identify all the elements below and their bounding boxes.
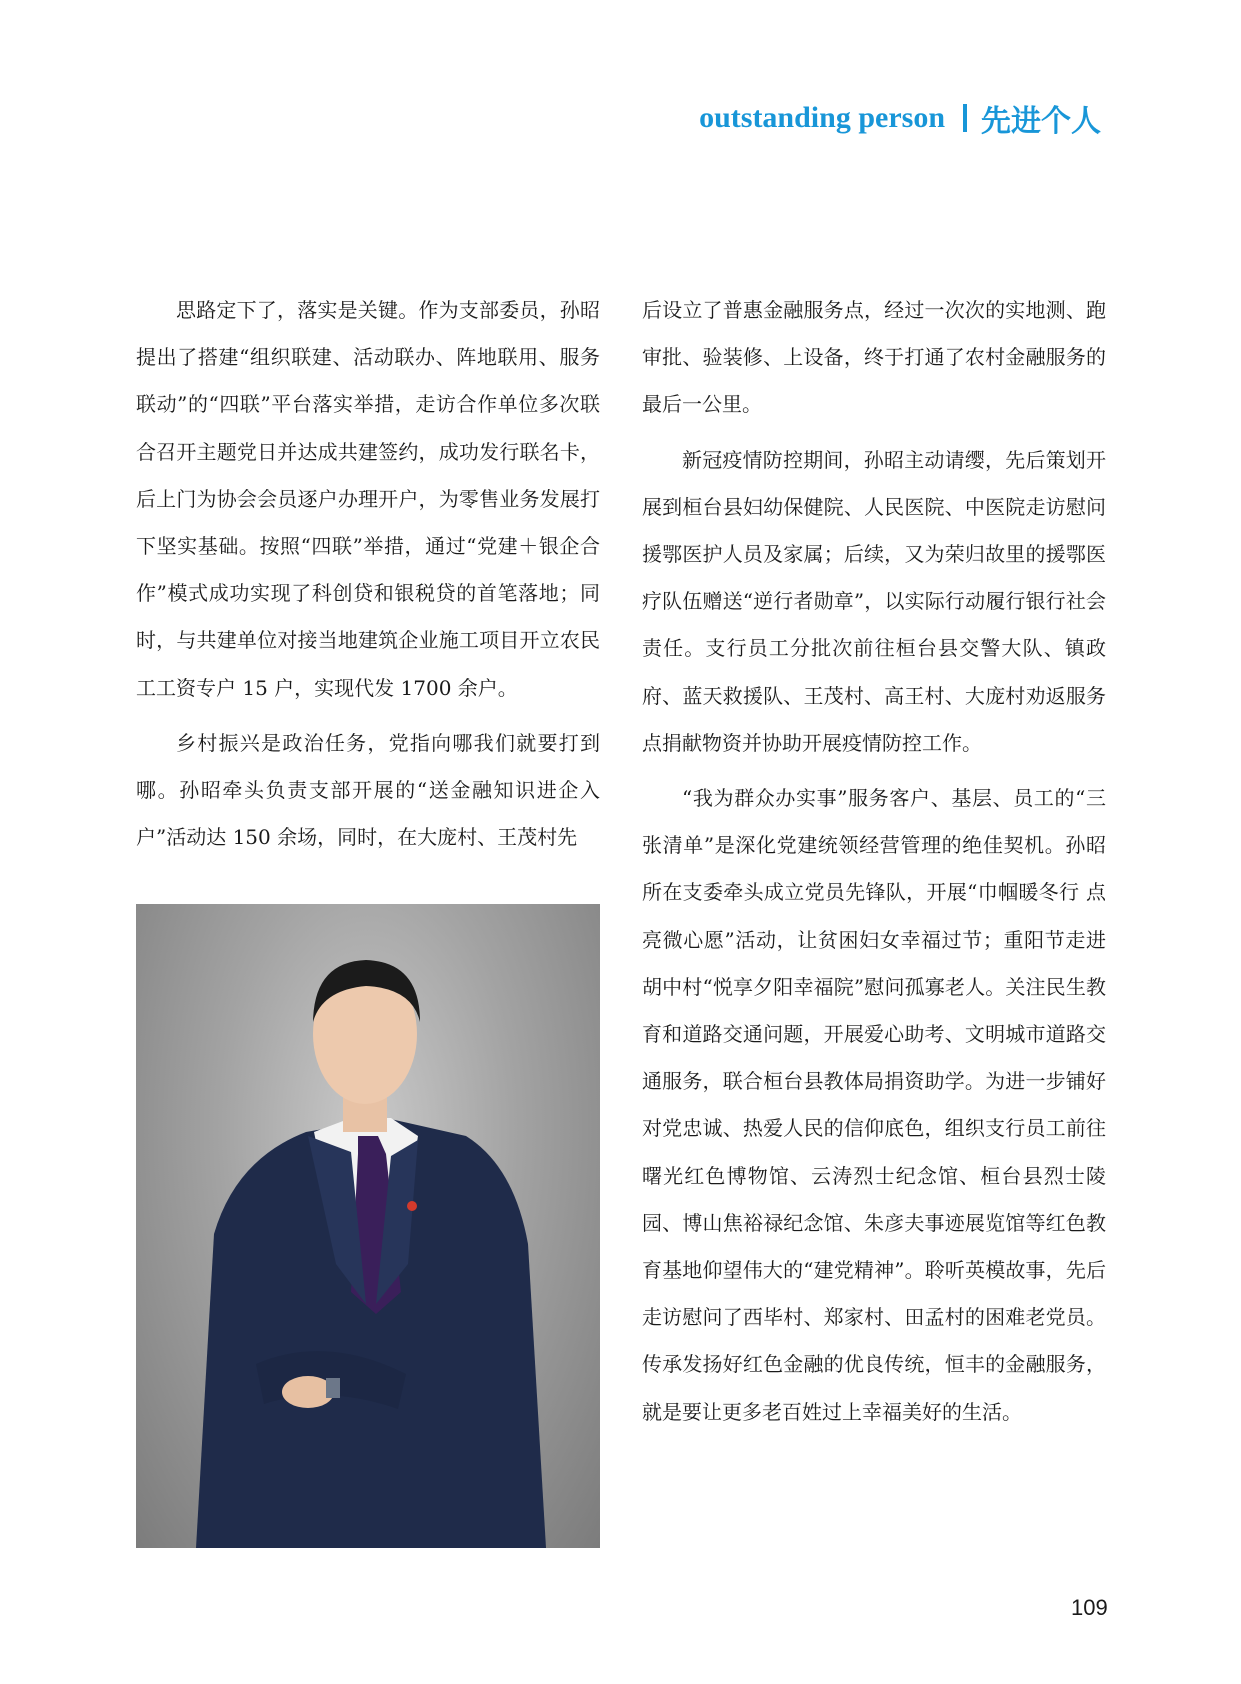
section-header [699, 96, 1101, 140]
page-number: 109 [1071, 1595, 1108, 1620]
paragraph: 思路定下了，落实是关键。作为支部委员，孙昭提出了搭建“组织联建、活动联办、阵地联用、服务联动”的“四联”平台落实举措，走访合作单位多次联合召开主题党日并达成共建签约，成功发行联名卡，后上门为协会会员逐户办理开户，为零售业务发展打下坚实基础。按照“四联”举措，通过“党建＋银企合作”模式成功实现了科创贷和银税贷的首笔落地；同时，与共建单位对接当地建筑企业施工项目开立农民工工资专户 15 户，实现代发 1700 余户。 [136, 298, 600, 700]
paragraph: 新冠疫情防控期间，孙昭主动请缨，先后策划开展到桓台县妇幼保健院、人民医院、中医院走访慰问援鄂医护人员及家属；后续，又为荣归故里的援鄂医疗队伍赠送“逆行者勋章”，以实际行动履行银行社会责任。支行员工分批次前往桓台县交警大队、镇政府、蓝天救援队、王茂村、高王村、大庞村劝返服务点捐献物资并协助开展疫情防控工作。 [642, 447, 1106, 755]
paragraph: 后设立了普惠金融服务点，经过一次次的实地测、跑审批、验装修、上设备，终于打通了农村金融服务的最后一公里。 [642, 298, 1106, 417]
left-text-column [136, 287, 600, 869]
portrait-photo [136, 904, 600, 1548]
portrait-illustration [136, 904, 600, 1548]
paragraph: “我为群众办实事”服务客户、基层、员工的“三张清单”是深化党建统领经营管理的绝佳契机。孙昭所在支委牵头成立党员先锋队，开展“巾帼暖冬行 点亮微心愿”活动，让贫困妇女幸福过节；重阳节走进胡中村“悦享夕阳幸福院”慰问孤寡老人。关注民生教育和道路交通问题，开展爱心助考、文明城市道路交通服务，联合桓台县教体局捐资助学。为进一步铺好对党忠诚、热爱人民的信仰底色，组织支行员工前往曙光红色博物馆、云涛烈士纪念馆、桓台县烈士陵园、博山焦裕禄纪念馆、朱彦夫事迹展览馆等红色教育基地仰望伟大的“建党精神”。聆听英模故事，先后走访慰问了西毕村、郑家村、田孟村的困难老党员。传承发扬好红色金融的优良传统，恒丰的金融服务，就是要让更多老百姓过上幸福美好的生活。 [642, 786, 1106, 1424]
section-title-chinese: 先进个人 [981, 104, 1101, 139]
paragraph: 乡村振兴是政治任务，党指向哪我们就要打到哪。孙昭牵头负责支部开展的“送金融知识进企入户”活动达 150 余场，同时，在大庞村、王茂村先 [136, 730, 600, 850]
right-text-column [642, 287, 1106, 1444]
section-title-english: outstanding person [699, 101, 945, 134]
header-divider [963, 104, 967, 132]
